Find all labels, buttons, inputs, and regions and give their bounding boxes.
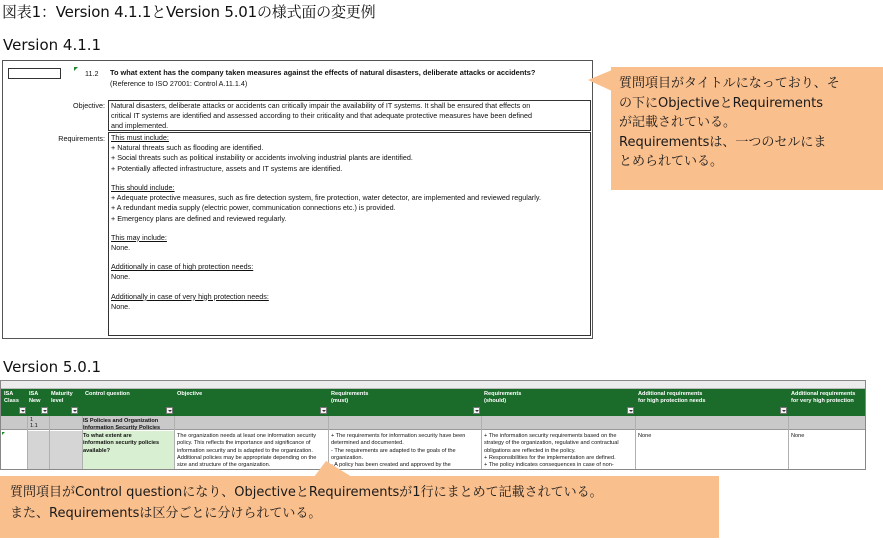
header-row: [1, 389, 865, 416]
version-5-label: Version 5.0.1: [3, 358, 102, 376]
version-4-label: Version 4.1.1: [3, 36, 102, 54]
control-question-cell[interactable]: To what extent are information security policies available?: [82, 431, 174, 470]
question-number: 11.2: [85, 69, 99, 78]
empty-cell: [27, 431, 49, 470]
question-title: To what extent has the company taken measures against the effects of natural disasters, deliberate attacks or accidents?: [110, 68, 536, 77]
callout-version-4: [611, 67, 883, 190]
score-cell[interactable]: [8, 68, 61, 79]
should-item: + Adequate protective measures, such as fire detection system, fire protection, water detector, are implemented and reviewed regularly.: [111, 193, 541, 203]
col-header-very-high: Additional requirements for very high protection: [791, 391, 856, 404]
sheet-top-strip: [1, 381, 865, 389]
version-5-sheet: [0, 380, 866, 470]
may-value: None.: [111, 242, 131, 252]
column-divider: [82, 416, 83, 470]
high-value: None.: [111, 272, 131, 282]
should-heading: This should include:: [111, 182, 175, 192]
column-divider: [635, 416, 636, 470]
objective-line: and implemented.: [111, 121, 169, 131]
callout-line: 質問項目がControl questionになり、ObjectiveとRequirementsが1行にまとめて記載されている。: [10, 485, 603, 500]
req-should-cell[interactable]: + The information security requirements based on the strategy of the organization, regulative and contractual obligations are reflected in the policy. + Responsibilities for the implementation are defined. + The policy indicates consequences in case of non-: [484, 433, 619, 469]
callout-line: が記載されている。: [619, 115, 737, 130]
col-header-high: Additional requirements for high protection needs: [638, 391, 706, 404]
maturity-cell[interactable]: [49, 431, 82, 470]
filter-dropdown-icon[interactable]: [19, 407, 26, 414]
col-header-control-question: Control question: [85, 391, 130, 397]
callout-line: の下にObjectiveとRequirements: [619, 95, 824, 111]
requirements-label: Requirements:: [58, 134, 105, 143]
objective-line: Natural disasters, deliberate attacks or accidents can critically impair the availability of IT systems. It shall be ensured that effects on: [111, 101, 531, 110]
col-header-objective: Objective: [177, 391, 203, 397]
callout-line: とめられている。: [619, 154, 724, 169]
col-header-maturity: Maturity level: [51, 391, 73, 404]
col-header-isa-class: ISA Class: [4, 391, 19, 404]
must-heading: This must include:: [111, 133, 169, 142]
high-protection-cell[interactable]: None: [638, 433, 652, 439]
should-item: + A redundant media supply (electric power, communication connections etc.) is provided.: [111, 203, 396, 213]
callout-version-5: [0, 476, 719, 538]
col-header-req-must: Requirements (must): [331, 391, 369, 404]
subsection-number: 1.1: [30, 423, 38, 429]
must-item: + Natural threats such as flooding are identified.: [111, 143, 264, 153]
column-divider: [49, 416, 50, 470]
comment-marker-icon: [74, 67, 78, 71]
req-must-cell[interactable]: + The requirements for information security have been determined and documented. - The requirements are adapted to the goals of the organization. - A policy has been created and approved by the: [331, 433, 466, 469]
objective-line: critical IT systems are identified and assessed according to their criticality and that adequate protective measures have been defined: [111, 111, 532, 121]
figure-title: 図表1：Version 4.1.1とVersion 5.01の様式面の変更例: [2, 3, 376, 21]
very-high-value: None.: [111, 301, 131, 311]
objective-label: Objective:: [73, 101, 105, 110]
callout-line: また、Requirementsは区分ごとに分けられている。: [10, 505, 322, 521]
col-header-isa-new: ISA New: [29, 391, 41, 404]
objective-field[interactable]: [108, 100, 591, 131]
column-divider: [481, 416, 482, 470]
callout-pointer: [314, 461, 352, 477]
column-divider: [174, 416, 175, 470]
filter-dropdown-icon[interactable]: [41, 407, 48, 414]
callout-pointer: [588, 70, 612, 91]
high-heading: Additionally in case of high protection needs:: [111, 262, 254, 272]
should-item: + Emergency plans are defined and reviewed regularly.: [111, 213, 287, 223]
must-item: + Social threats such as political instability or accidents involving industrial plants are identified.: [111, 153, 413, 163]
filter-dropdown-icon[interactable]: [320, 407, 327, 414]
section-number: 1: [30, 417, 34, 423]
filter-dropdown-icon[interactable]: [71, 407, 78, 414]
callout-line: 質問項目がタイトルになっており、そ: [619, 76, 840, 91]
filter-dropdown-icon[interactable]: [627, 407, 634, 414]
section-title: IS Policies and Organization Information Security Policies: [83, 418, 161, 431]
filter-dropdown-icon[interactable]: [780, 407, 787, 414]
may-heading: This may include:: [111, 232, 167, 242]
column-divider: [27, 416, 28, 470]
col-header-req-should: Requirements (should): [484, 391, 522, 404]
filter-dropdown-icon[interactable]: [166, 407, 173, 414]
callout-line: Requirementsは、一つのセルにま: [619, 134, 827, 150]
very-high-heading: Additionally in case of very high protection needs:: [111, 291, 269, 301]
must-item: + Potentially affected infrastructure, assets and IT systems are identified.: [111, 163, 343, 173]
requirements-field[interactable]: [108, 132, 591, 336]
comment-marker-icon: [2, 432, 5, 435]
section-row: [1, 416, 865, 430]
objective-cell[interactable]: The organization needs at least one information security policy. This reflects the importance and significance of information security and is adapted to the organization. Additional policies may be appropriate depending on the size and structure of the organization.: [177, 433, 317, 469]
very-high-protection-cell[interactable]: None: [791, 433, 805, 439]
filter-dropdown-icon[interactable]: [473, 407, 480, 414]
version-4-form: [2, 60, 593, 339]
column-divider: [788, 416, 789, 470]
iso-reference: (Reference to ISO 27001: Control A.11.1.4): [110, 79, 248, 88]
